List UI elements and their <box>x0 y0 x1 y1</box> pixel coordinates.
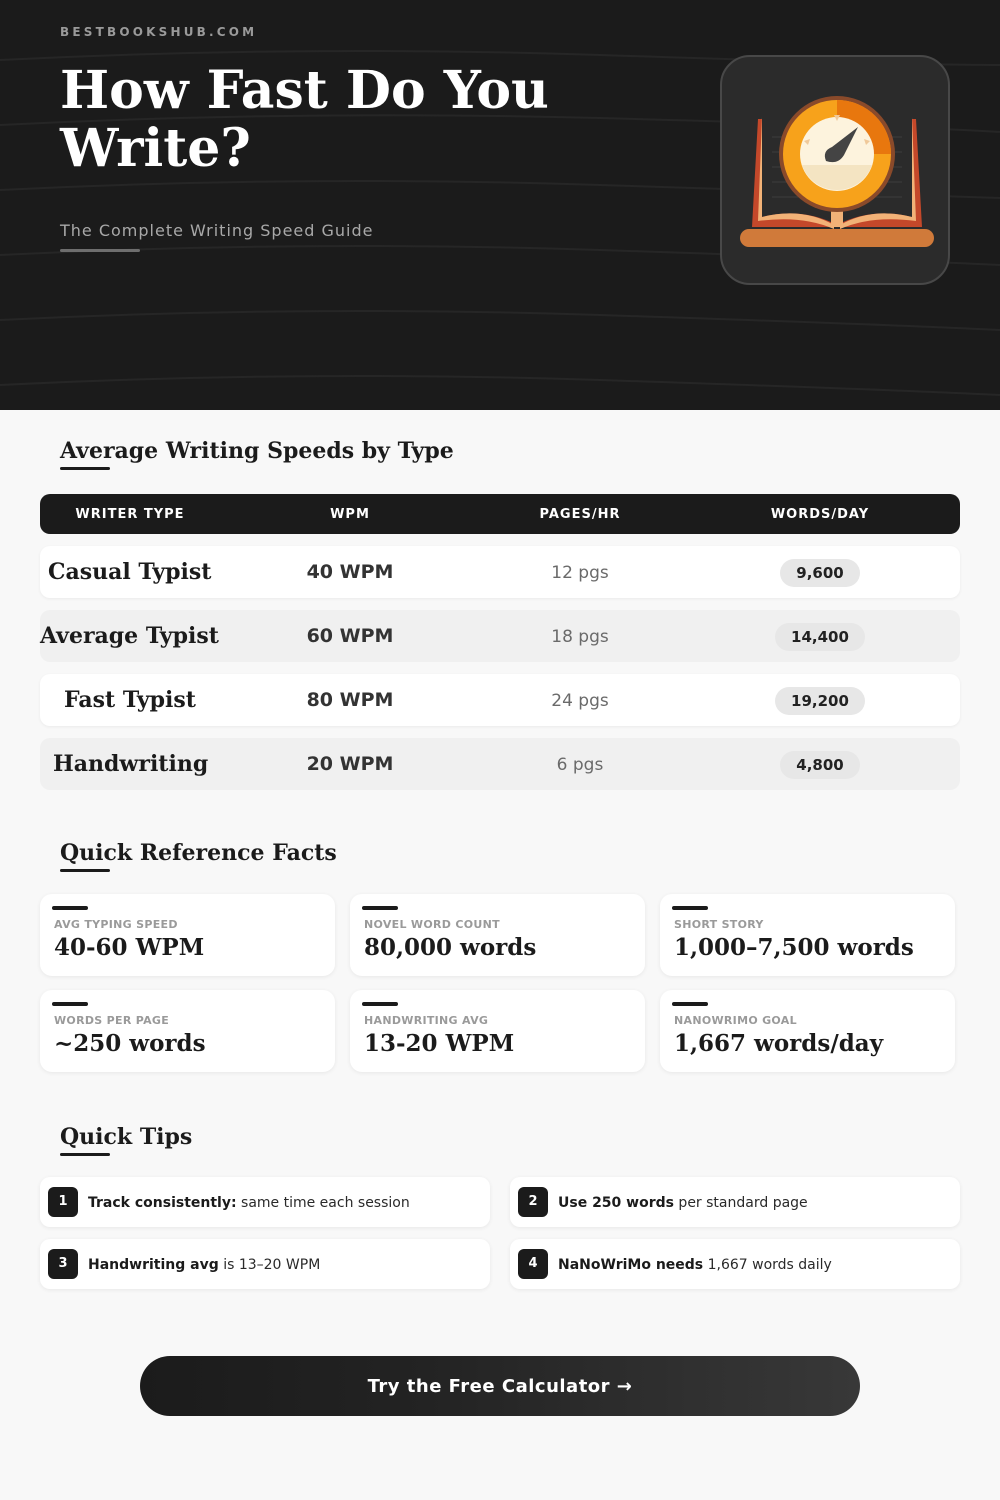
pages-per-hour: 12 pgs <box>551 563 609 583</box>
tip-detail: same time each session <box>236 1195 410 1211</box>
fact-card <box>40 894 335 976</box>
page-title: How Fast Do You Write? <box>60 60 549 179</box>
wpm-value: 60 WPM <box>306 625 394 647</box>
fact-accent-bar <box>672 906 708 910</box>
tip-item <box>40 1177 490 1227</box>
fact-value: 40-60 WPM <box>54 934 205 961</box>
fact-accent-bar <box>672 1002 708 1006</box>
column-header-words-day: WORDS/DAY <box>770 507 870 522</box>
fact-card <box>350 894 645 976</box>
words-per-day-badge: 4,800 <box>780 751 860 779</box>
table-row <box>40 738 960 790</box>
tip-emphasis: Track consistently: <box>88 1195 237 1211</box>
tip-item <box>510 1177 960 1227</box>
fact-card <box>40 990 335 1072</box>
writer-type: Fast Typist <box>64 687 196 713</box>
words-per-day-badge: 19,200 <box>775 687 865 715</box>
words-per-day-badge: 14,400 <box>775 623 865 651</box>
wpm-value: 20 WPM <box>306 753 394 775</box>
page-subtitle: The Complete Writing Speed Guide <box>60 221 374 240</box>
tip-detail: per standard page <box>673 1195 808 1211</box>
section-title-tips: Quick Tips <box>60 1124 193 1150</box>
fact-card <box>660 990 955 1072</box>
words-per-day-badge: 9,600 <box>780 559 860 587</box>
wpm-value: 40 WPM <box>306 561 394 583</box>
tip-number-badge: 4 <box>518 1249 548 1279</box>
fact-value: 1,000–7,500 words <box>674 934 914 961</box>
writer-type: Average Typist <box>40 623 219 649</box>
pages-per-hour: 6 pgs <box>556 755 604 775</box>
tip-emphasis: NaNoWriMo needs <box>558 1257 704 1273</box>
pages-per-hour: 24 pgs <box>551 691 609 711</box>
fact-label: WORDS PER PAGE <box>54 1014 170 1027</box>
tip-item <box>40 1239 490 1289</box>
fact-label: HANDWRITING AVG <box>364 1014 489 1027</box>
section-underline <box>60 1153 110 1156</box>
tip-emphasis: Handwriting avg <box>88 1257 219 1273</box>
column-header-wpm: WPM <box>330 507 370 522</box>
tip-number-badge: 1 <box>48 1187 78 1217</box>
logo-tile <box>720 55 950 285</box>
column-header-writer-type: WRITER TYPE <box>75 507 185 522</box>
tip-text <box>558 1177 808 1229</box>
subtitle-underline <box>60 249 140 252</box>
brand-name: BESTBOOKSHUB.COM <box>60 25 258 39</box>
tip-item <box>510 1239 960 1289</box>
fact-value: 13-20 WPM <box>364 1030 515 1057</box>
fact-value: 80,000 words <box>364 934 537 961</box>
fact-label: SHORT STORY <box>674 918 764 931</box>
tip-text <box>88 1239 320 1291</box>
fact-value: ~250 words <box>54 1030 206 1057</box>
section-underline <box>60 869 110 872</box>
book-speedometer-icon <box>722 57 952 287</box>
hero-banner <box>0 0 1000 410</box>
tip-emphasis: Use 250 words <box>558 1195 674 1211</box>
writer-type: Handwriting <box>53 751 209 777</box>
tip-detail: 1,667 words daily <box>703 1257 832 1273</box>
wpm-value: 80 WPM <box>306 689 394 711</box>
table-header <box>40 494 960 534</box>
try-calculator-button[interactable]: Try the Free Calculator → <box>140 1356 860 1416</box>
tip-detail: is 13–20 WPM <box>218 1257 321 1273</box>
tip-text <box>88 1177 410 1229</box>
fact-accent-bar <box>362 1002 398 1006</box>
fact-accent-bar <box>52 1002 88 1006</box>
pages-per-hour: 18 pgs <box>551 627 609 647</box>
fact-accent-bar <box>362 906 398 910</box>
section-underline <box>60 467 110 470</box>
column-header-pages-hr: PAGES/HR <box>539 507 621 522</box>
fact-label: NANOWRIMO GOAL <box>674 1014 797 1027</box>
tip-text <box>558 1239 832 1291</box>
tip-number-badge: 2 <box>518 1187 548 1217</box>
tip-number-badge: 3 <box>48 1249 78 1279</box>
table-row <box>40 546 960 598</box>
fact-label: AVG TYPING SPEED <box>54 918 178 931</box>
table-row <box>40 610 960 662</box>
fact-card <box>660 894 955 976</box>
section-title-facts: Quick Reference Facts <box>60 840 337 866</box>
table-row <box>40 674 960 726</box>
writer-type: Casual Typist <box>48 559 212 585</box>
section-title-speeds: Average Writing Speeds by Type <box>60 438 454 464</box>
fact-accent-bar <box>52 906 88 910</box>
fact-card <box>350 990 645 1072</box>
fact-label: NOVEL WORD COUNT <box>364 918 500 931</box>
fact-value: 1,667 words/day <box>674 1030 884 1057</box>
